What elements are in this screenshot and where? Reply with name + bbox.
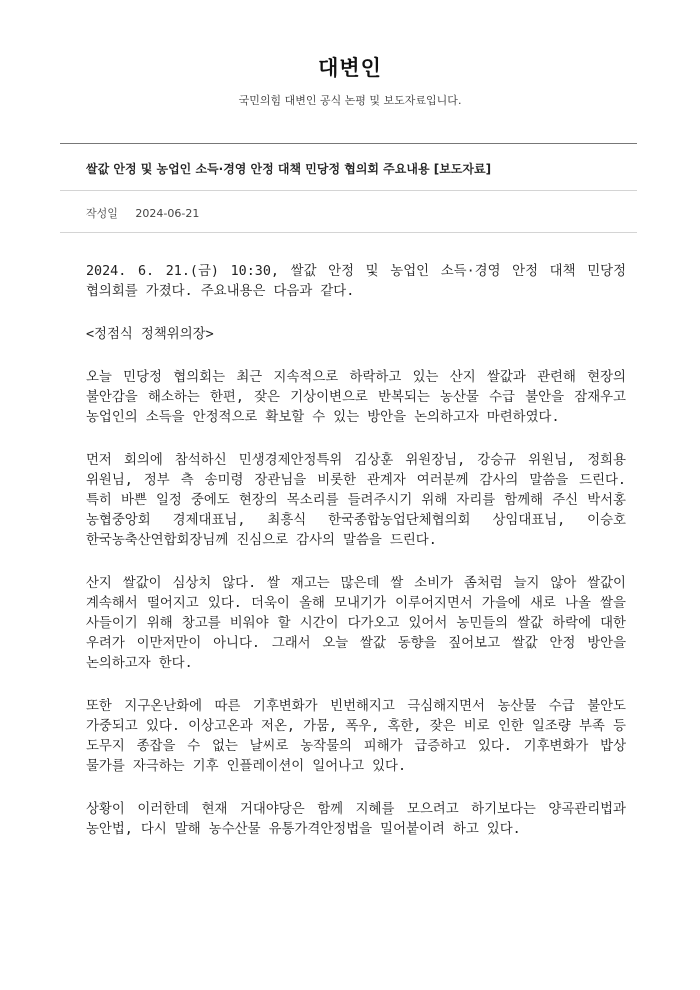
date-label: 작성일 [86, 207, 118, 220]
post-date: 2024-06-21 [135, 207, 200, 220]
title-divider [60, 190, 637, 191]
body-paragraph: 오늘 민당정 협의회는 최근 지속적으로 하락하고 있는 산지 쌀값과 관련해 현장의 불안감을 해소하는 한편, 잦은 기상이변으로 반복되는 농산물 수급 불안을 잠재우고 농업인의 소득을 안정적으로 확보할 수 있는 방안을 논의하고자 마련하였다. [86, 370, 626, 425]
site-title[interactable]: 대변인 [318, 56, 382, 80]
site-header [0, 0, 700, 143]
post-title: 쌀값 안정 및 농업인 소득·경영 안정 대책 민당정 협의회 주요내용 [보도자료] [86, 162, 492, 176]
site-description: 국민의힘 대변인 공식 논평 및 보도자료입니다. [238, 94, 462, 107]
body-paragraph: 상황이 이러한데 현재 거대야당은 함께 지혜를 모으려고 하기보다는 양곡관리법과 농안법, 다시 말해 농수산물 유통가격안정법을 밀어붙이려 하고 있다. [86, 802, 626, 837]
speaker-heading: <정점식 정책위의장> [86, 327, 214, 342]
post-meta [86, 205, 199, 221]
meta-divider [60, 232, 637, 233]
post-body [86, 262, 626, 863]
body-paragraph: 또한 지구온난화에 따른 기후변화가 빈번해지고 극심해지면서 농산물 수급 불안도 가중되고 있다. 이상고온과 저온, 가뭄, 폭우, 혹한, 잦은 비로 인한 일조량 부족 등 도무지 종잡을 수 없는 날씨로 농작물의 피해가 급증하고 있다. 기후변화가 밥상 물가를 자극하는 기후 인플레이션이 일어나고 있다. [86, 699, 626, 774]
body-paragraph: 2024. 6. 21.(금) 10:30, 쌀값 안정 및 농업인 소득·경영 안정 대책 민당정 협의회를 가졌다. 주요내용은 다음과 같다. [86, 264, 626, 299]
body-paragraph: 산지 쌀값이 심상치 않다. 쌀 재고는 많은데 쌀 소비가 좀처럼 늘지 않아 쌀값이 계속해서 떨어지고 있다. 더욱이 올해 모내기가 이루어지면서 가을에 새로 나올 쌀을 사들이기 위해 창고를 비워야 할 시간이 다가오고 있어서 농민들의 쌀값 하락에 대한 우려가 이만저만이 아니다. 그래서 오늘 쌀값 동향을 짚어보고 쌀값 안정 방안을 논의하고자 한다. [86, 576, 626, 671]
body-paragraph: 먼저 회의에 참석하신 민생경제안정특위 김상훈 위원장님, 강승규 위원님, 정희용 위원님, 정부 측 송미령 장관님을 비롯한 관계자 여러분께 감사의 말씀을 드린다. 특히 바쁜 일정 중에도 현장의 목소리를 들려주시기 위해 자리를 함께해 주신 박서홍 농협중앙회 경제대표님, 최흥식 한국종합농업단체협의회 상임대표님, 이승호 한국농축산연합회장님께 진심으로 감사의 말씀을 드린다. [86, 453, 626, 548]
header-divider [60, 143, 637, 144]
